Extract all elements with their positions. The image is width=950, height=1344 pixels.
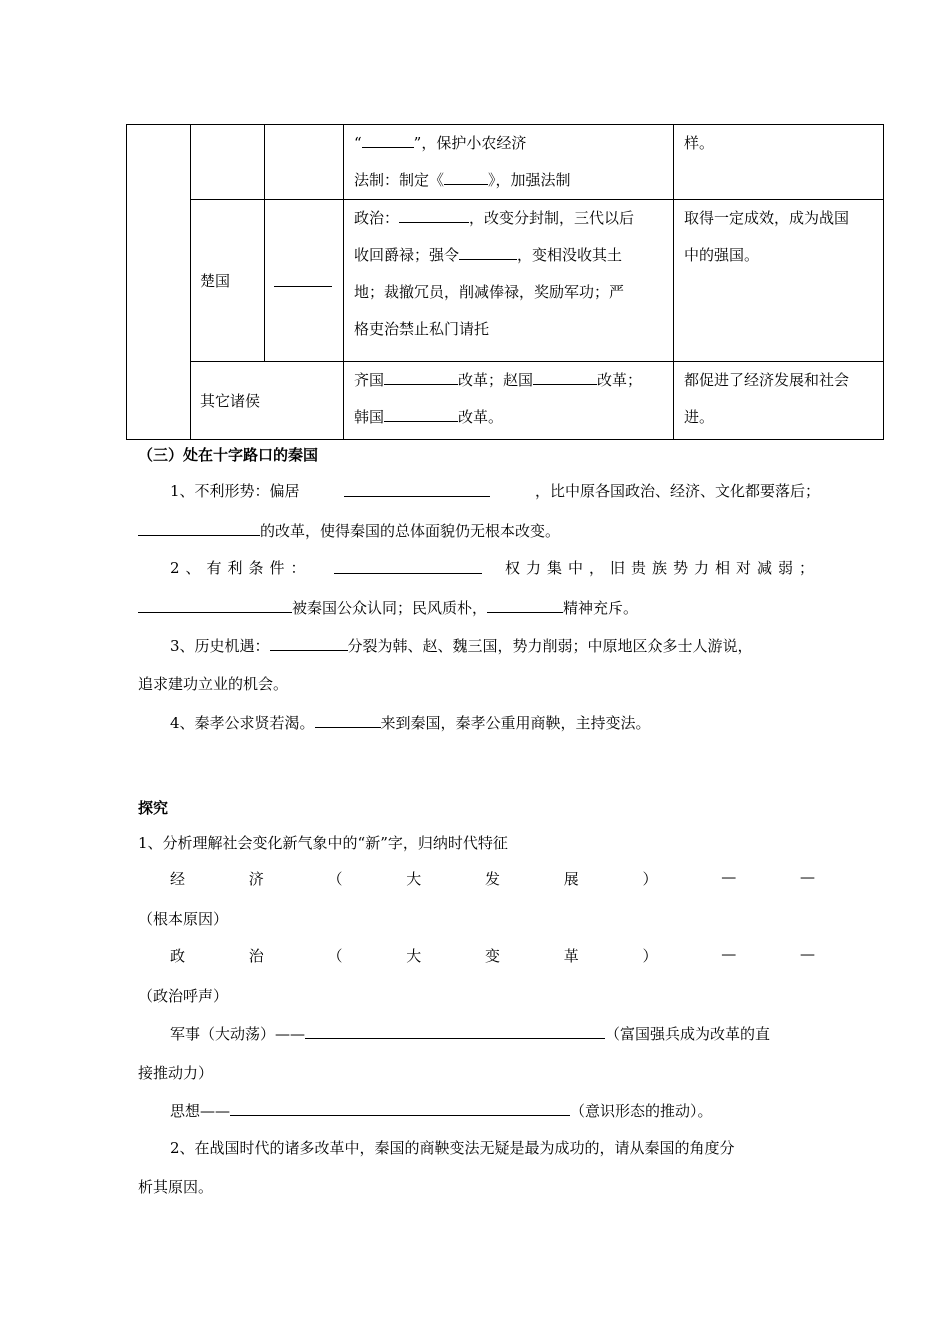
text: 改革。	[458, 408, 504, 426]
paragraph-1-cont	[138, 519, 560, 541]
state-cell	[191, 362, 344, 440]
question-2-cont: 析其原因。	[138, 1178, 214, 1196]
fill-blank[interactable]	[138, 519, 260, 536]
result-text: 进。	[684, 408, 715, 426]
text: 地；裁撤冗员，削减俸禄，奖励军功；严	[354, 283, 625, 301]
result-cell	[674, 362, 884, 440]
spread-char: ）	[642, 947, 658, 965]
paragraph-2-cont	[138, 596, 638, 618]
paragraph-2	[170, 557, 820, 578]
result-cell	[674, 125, 884, 200]
text: 精神充斥。	[563, 598, 639, 617]
economy-line	[170, 868, 815, 889]
state-name: 其它诸侯	[200, 392, 261, 410]
thought-line	[170, 1099, 713, 1121]
politics-line	[170, 945, 815, 966]
reform-content-cell	[344, 200, 674, 362]
state-cell	[191, 200, 265, 362]
text: 4、秦孝公求贤若渴。	[170, 713, 315, 732]
paragraph-3	[170, 634, 753, 656]
text: 分裂为韩、赵、魏三国，势力削弱；中原地区众多士人游说，	[347, 636, 753, 655]
table-row	[127, 200, 884, 362]
text: ，改变分封制，三代以后	[469, 209, 635, 227]
fill-blank[interactable]	[444, 168, 488, 185]
text: 改革；	[597, 371, 643, 389]
text: “	[354, 134, 362, 152]
fill-blank[interactable]	[487, 596, 563, 613]
reformer-cell	[265, 125, 344, 200]
spread-char: 革	[563, 947, 579, 965]
spread-char: 大	[406, 947, 422, 965]
text: 2、有利条件：	[170, 559, 312, 577]
question-1: 1、分析理解社会变化新气象中的“新”字，归纳时代特征	[138, 834, 508, 852]
result-text: 都促进了经济发展和社会	[684, 371, 850, 389]
spread-char: —	[799, 945, 815, 963]
fill-blank[interactable]	[270, 634, 348, 651]
politics-note: （政治呼声）	[138, 987, 229, 1005]
fill-blank[interactable]	[138, 596, 292, 613]
text: 韩国	[354, 408, 385, 426]
question-2: 2、在战国时代的诸多改革中，秦国的商鞅变法无疑是最为成功的，请从秦国的角度分	[170, 1139, 735, 1157]
table-row	[127, 362, 884, 440]
table-row	[127, 125, 884, 200]
fill-blank[interactable]	[344, 480, 490, 497]
reform-content-cell	[344, 125, 674, 200]
reformer-cell	[265, 200, 344, 362]
fill-blank[interactable]	[384, 405, 458, 422]
fill-blank[interactable]	[384, 368, 458, 385]
fill-blank[interactable]	[305, 1022, 605, 1039]
spread-char: （	[327, 947, 343, 965]
text: 收回爵禄；强令	[354, 246, 460, 264]
economy-note: （根本原因）	[138, 910, 229, 928]
text: 来到秦国，秦孝公重用商鞅，主持变法。	[380, 713, 651, 732]
text: （意识形态的推动）。	[570, 1101, 713, 1120]
text: ”，保护小农经济	[413, 134, 527, 152]
paragraph-3-cont: 追求建功立业的机会。	[138, 675, 289, 693]
fill-blank[interactable]	[274, 270, 332, 287]
fill-blank[interactable]	[230, 1099, 570, 1116]
fill-blank[interactable]	[334, 557, 482, 574]
result-text: 取得一定成效，成为战国	[684, 209, 850, 227]
text: ，比中原各国政治、经济、文化都要落后；	[534, 482, 820, 500]
text: 3、历史机遇：	[170, 636, 270, 655]
spread-char: —	[799, 868, 815, 886]
spread-char: 济	[248, 870, 264, 888]
text: 的改革，使得秦国的总体面貌仍无根本改变。	[260, 521, 561, 540]
spread-char: 展	[563, 870, 579, 888]
text: 格吏治禁止私门请托	[354, 320, 490, 338]
spread-char: （	[327, 870, 343, 888]
section-heading: （三）处在十字路口的秦国	[138, 446, 319, 464]
text: 军事（大动荡）——	[170, 1024, 306, 1043]
text: 1、不利形势：偏居	[170, 482, 300, 500]
fill-blank[interactable]	[399, 206, 469, 223]
text: 齐国	[354, 371, 385, 389]
explore-heading: 探究	[138, 799, 169, 817]
spread-char: 经	[170, 870, 186, 888]
text: 思想——	[170, 1101, 231, 1120]
text: 法制：制定《	[354, 171, 445, 189]
military-cont: 接推动力）	[138, 1064, 214, 1082]
spread-char: ）	[642, 870, 658, 888]
paragraph-4	[170, 711, 651, 733]
spread-char: 发	[485, 870, 501, 888]
fill-blank[interactable]	[533, 368, 597, 385]
state-name: 楚国	[200, 272, 231, 290]
reform-table	[126, 124, 884, 440]
text: （富国强兵成为改革的直	[605, 1024, 771, 1043]
fill-blank[interactable]	[362, 131, 414, 148]
state-cell	[191, 125, 265, 200]
result-text: 样。	[684, 134, 715, 152]
fill-blank[interactable]	[315, 711, 381, 728]
spread-char: —	[721, 945, 737, 963]
period-cell	[127, 125, 191, 440]
result-text: 中的强国。	[684, 246, 760, 264]
result-cell	[674, 200, 884, 362]
text: 》，加强法制	[488, 171, 571, 189]
text: 被秦国公众认同；民风质朴，	[292, 598, 488, 617]
text: 改革；赵国	[458, 371, 534, 389]
text: 政治：	[354, 209, 400, 227]
reform-content-cell	[344, 362, 674, 440]
text: ，变相没收其土	[517, 246, 623, 264]
fill-blank[interactable]	[459, 243, 517, 260]
spread-char: —	[721, 868, 737, 886]
paragraph-1	[170, 480, 820, 501]
spread-char: 政	[170, 947, 186, 965]
spread-char: 变	[485, 947, 501, 965]
military-line	[170, 1022, 770, 1044]
spread-char: 大	[406, 870, 422, 888]
spread-char: 治	[248, 947, 264, 965]
text: 权力集中，旧贵族势力相对减弱；	[504, 559, 820, 577]
